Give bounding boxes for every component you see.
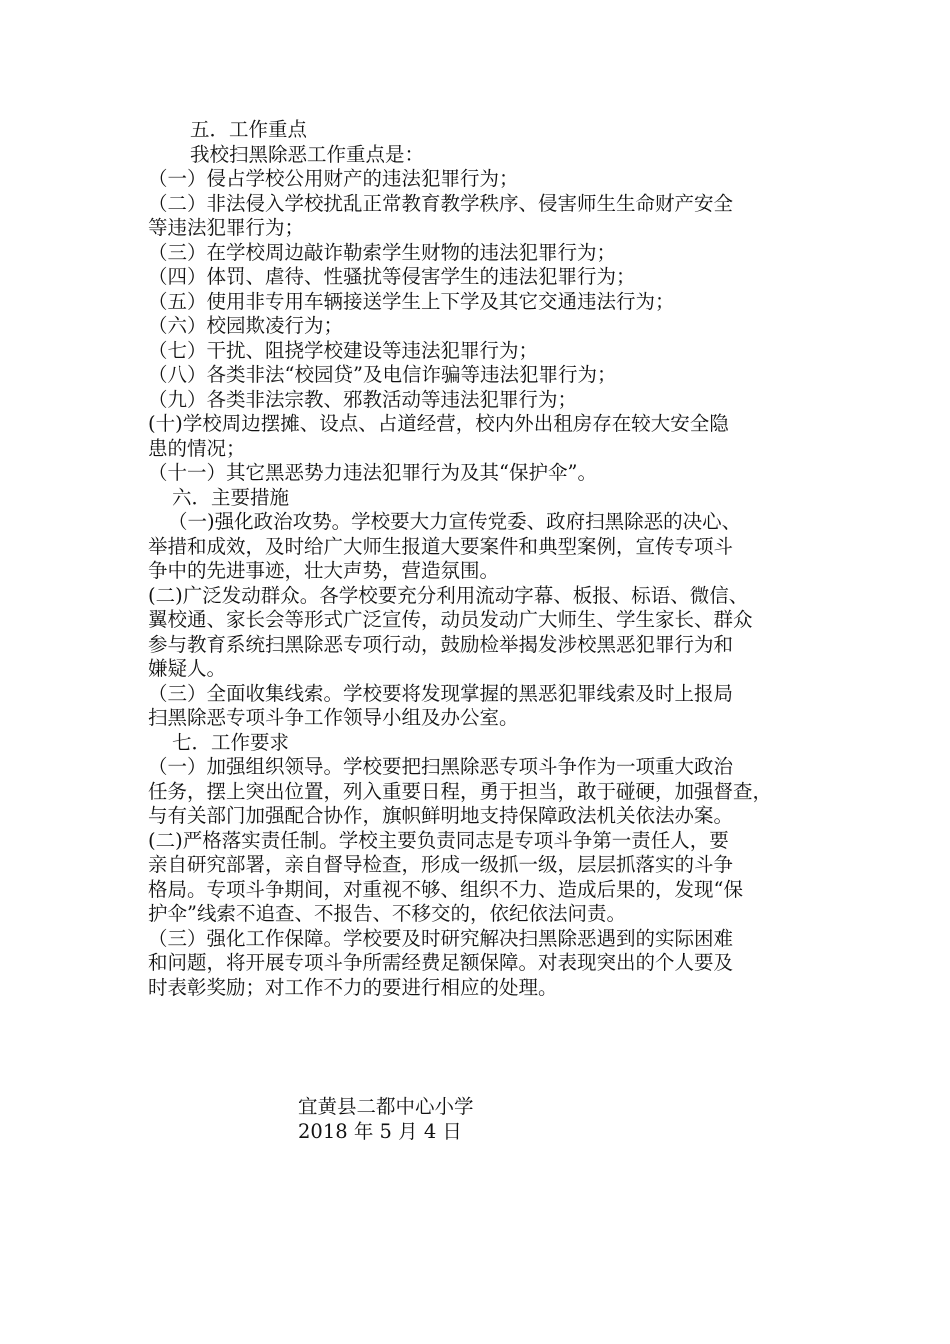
requirement-1-cont-b: 与有关部门加强配合协作，旗帜鲜明地支持保障政法机关依法办案。 — [148, 804, 734, 827]
focus-item-3: （三）在学校周边敲诈勒索学生财物的违法犯罪行为； — [148, 240, 617, 264]
requirement-2-cont-b: 格局。专项斗争期间，对重视不够、组织不力、造成后果的，发现“保 — [148, 877, 743, 901]
requirement-2: (二)严格落实责任制。学校主要负责同志是专项斗争第一责任人，要 — [148, 828, 729, 852]
focus-item-10: (十)学校周边摆摊、设点、占道经营，校内外出租房存在较大安全隐 — [148, 412, 729, 435]
signature-block — [298, 1094, 474, 1144]
requirement-1: （一）加强组织领导。学校要把扫黑除恶专项斗争作为一项重大政治 — [148, 755, 734, 778]
focus-item-5: （五）使用非专用车辆接送学生上下学及其它交通违法行为； — [148, 289, 675, 313]
measure-1-cont-b: 争中的先进事迹，壮大声势，营造氛围。 — [148, 559, 500, 582]
focus-item-11: （十一）其它黑恶势力违法犯罪行为及其“保护伞”。 — [148, 461, 597, 484]
measure-1-cont-a: 举措和成效，及时给广大师生报道大要案件和典型案例，宣传专项斗 — [148, 534, 734, 558]
section-heading-main-measures: 六．主要措施 — [172, 485, 290, 509]
measure-2-cont-c: 嫌疑人。 — [148, 657, 227, 680]
signature-org: 宜黄县二都中心小学 — [298, 1095, 474, 1118]
focus-item-7: （七）干扰、阻挠学校建设等违法犯罪行为； — [148, 338, 539, 362]
requirement-3: （三）强化工作保障。学校要及时研究解决扫黑除恶遇到的实际困难 — [148, 926, 734, 950]
document-body — [148, 118, 810, 1000]
requirement-2-cont-c: 护伞”线索不追查、不报告、不移交的，依纪依法问责。 — [148, 902, 626, 925]
requirement-3-cont-b: 时表彰奖励；对工作不力的要进行相应的处理。 — [148, 975, 558, 999]
measure-3: （三）全面收集线索。学校要将发现掌握的黑恶犯罪线索及时上报局 — [148, 681, 734, 705]
focus-item-10-cont: 患的情况； — [148, 436, 246, 460]
paragraph-intro: 我校扫黑除恶工作重点是： — [190, 142, 425, 166]
measure-2: (二)广泛发动群众。各学校要充分利用流动字幕、板报、标语、微信、 — [148, 583, 749, 607]
measure-3-cont: 扫黑除恶专项斗争工作领导小组及办公室。 — [148, 706, 519, 729]
requirement-2-cont-a: 亲自研究部署，亲自督导检查，形成一级抓一级，层层抓落实的斗争 — [148, 853, 734, 876]
requirement-3-cont-a: 和问题，将开展专项斗争所需经费足额保障。对表现突出的个人要及 — [148, 951, 734, 974]
focus-item-6: （六）校园欺凌行为； — [148, 314, 344, 337]
focus-item-2: （二）非法侵入学校扰乱正常教育教学秩序、侵害师生生命财产安全 — [148, 191, 734, 215]
signature-date: 2018 年 5 月 4 日 — [298, 1120, 462, 1143]
focus-item-2-cont: 等违法犯罪行为； — [148, 216, 305, 239]
measure-1: （一)强化政治攻势。学校要大力宣传党委、政府扫黑除恶的决心、 — [168, 510, 742, 533]
measure-2-cont-b: 参与教育系统扫黑除恶专项行动，鼓励检举揭发涉校黑恶犯罪行为和 — [148, 632, 734, 656]
measure-2-cont-a: 翼校通、家长会等形式广泛宣传，动员发动广大师生、学生家长、群众 — [148, 608, 753, 631]
focus-item-9: （九）各类非法宗教、邪教活动等违法犯罪行为； — [148, 387, 578, 411]
section-heading-work-focus: 五．工作重点 — [190, 118, 308, 141]
focus-item-1: （一）侵占学校公用财产的违法犯罪行为； — [148, 167, 519, 190]
requirement-1-cont-a: 任务，摆上突出位置，列入重要日程，勇于担当，敢于碰硬，加强督查， — [148, 779, 773, 803]
focus-item-8: （八）各类非法“校园贷”及电信诈骗等违法犯罪行为； — [148, 363, 617, 386]
section-heading-work-requirements: 七．工作要求 — [172, 730, 290, 754]
focus-item-4: （四）体罚、虐待、性骚扰等侵害学生的违法犯罪行为； — [148, 265, 636, 288]
